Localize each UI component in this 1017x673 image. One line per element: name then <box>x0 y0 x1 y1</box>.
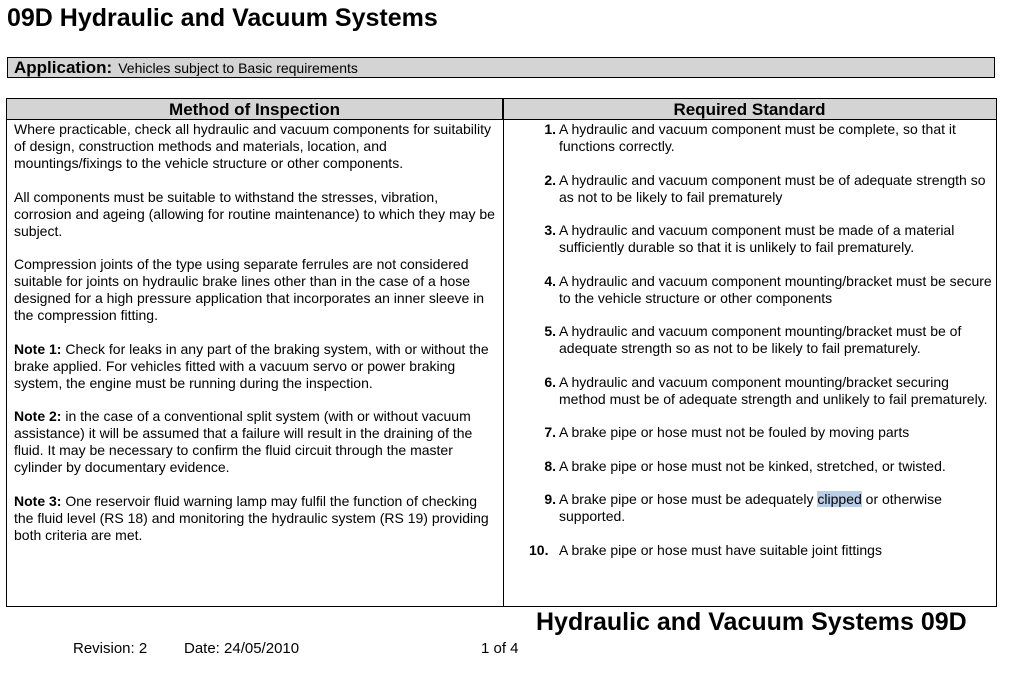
note-1 <box>14 341 497 392</box>
column-divider <box>503 99 504 606</box>
standard-text: A hydraulic and vacuum component must be of adequate strength so as not to be likely to fail prematurely <box>559 171 986 205</box>
standard-item <box>530 222 992 256</box>
footer-title: Hydraulic and Vacuum Systems 09D <box>536 608 967 636</box>
standard-item <box>530 121 992 155</box>
standard-item <box>530 323 992 357</box>
standard-text: A hydraulic and vacuum component mounting/bracket securing method must be of adequate strength and unlikely to fail prematurely. <box>559 373 988 407</box>
date-label: Date: 24/05/2010 <box>184 640 300 657</box>
page-title: 09D Hydraulic and Vacuum Systems <box>7 4 438 32</box>
required-standard-list <box>530 121 992 575</box>
standard-text: A hydraulic and vacuum component must be complete, so that it functions correctly. <box>559 121 956 154</box>
inspection-table <box>6 98 997 607</box>
revision-label: Revision: 2 <box>73 640 148 657</box>
standard-text: A hydraulic and vacuum component must be made of a material sufficiently durable so that it is unlikely to fail prematurely. <box>559 222 955 255</box>
note-1-label: Note 1: <box>14 340 62 357</box>
standard-text: A hydraulic and vacuum component mounting/bracket must be secure to the vehicle structure or other components <box>559 272 992 306</box>
required-standard-header: Required Standard <box>503 99 996 120</box>
standard-number: 7. <box>544 424 556 440</box>
note-3 <box>14 493 497 544</box>
standard-text: A brake pipe or hose must not be kinked, stretched, or twisted. <box>559 457 946 474</box>
page-number: 1 of 4 <box>481 640 519 657</box>
standard-number: 6. <box>544 373 556 390</box>
note-2-text: in the case of a conventional split system (with or without vacuum assistance) it will be assumed that a failure will result in the draining of the fluid. It may be necessary to confirm the fluid circuit through the master cylinder by documentary evidence. <box>14 408 473 475</box>
standard-number: 1. <box>544 121 556 137</box>
standard-item <box>530 172 992 206</box>
inspection-paragraph: Compression joints of the type using separate ferrules are not considered suitable for joints on hydraulic brake lines other than in the case of a hose designed for a high pressure application that incorporates an inner sleeve in the compression fitting. <box>14 256 485 323</box>
application-bar <box>7 57 995 78</box>
method-of-inspection-header: Method of Inspection <box>7 99 503 120</box>
note-2 <box>14 408 497 476</box>
application-text: Vehicles subject to Basic requirements <box>118 60 358 76</box>
standard-number: 9. <box>544 491 556 507</box>
standard-number: 2. <box>544 171 556 188</box>
note-1-text: Check for leaks in any part of the braking system, with or without the brake applied. For vehicles fitted with a vacuum servo or power braking system, the engine must be running during the inspection. <box>14 340 489 391</box>
inspection-paragraph: All components must be suitable to withstand the stresses, vibration, corrosion and ageing (allowing for routine maintenance) to which they may be subject. <box>14 188 495 239</box>
standard-number: 4. <box>544 272 556 289</box>
standard-item <box>530 542 992 559</box>
inspection-method-text <box>14 121 497 560</box>
standard-number: 3. <box>544 222 556 238</box>
standard-text: A brake pipe or hose must not be fouled by moving parts <box>559 424 910 440</box>
note-3-label: Note 3: <box>14 492 62 509</box>
application-label: Application: <box>14 58 113 77</box>
standard-item <box>530 374 992 408</box>
standard-item <box>530 491 992 525</box>
standard-text: A brake pipe or hose must be adequately <box>559 491 818 507</box>
standard-text: A hydraulic and vacuum component mounting/bracket must be of adequate strength so as not to be likely to fail prematurely. <box>559 323 962 356</box>
standard-text: A brake pipe or hose must have suitable joint fittings <box>559 541 882 558</box>
note-3-text: One reservoir fluid warning lamp may fulfil the function of checking the fluid level (RS 18) and monitoring the hydraulic system (RS 19) providing both criteria are met. <box>14 492 489 543</box>
note-2-label: Note 2: <box>14 408 62 424</box>
standard-item <box>530 273 992 307</box>
standard-number: 10. <box>529 541 549 558</box>
standard-number: 5. <box>544 323 556 339</box>
standard-text: or otherwise supported. <box>559 491 942 524</box>
standard-number: 8. <box>544 457 556 474</box>
inspection-paragraph: Where practicable, check all hydraulic and vacuum components for suitability of design, construction methods and materials, location, and mountings/fixings to the vehicle structure or other components. <box>14 121 492 171</box>
selected-text-highlight[interactable]: clipped <box>817 491 862 507</box>
standard-item <box>530 458 992 475</box>
standard-item <box>530 424 992 441</box>
